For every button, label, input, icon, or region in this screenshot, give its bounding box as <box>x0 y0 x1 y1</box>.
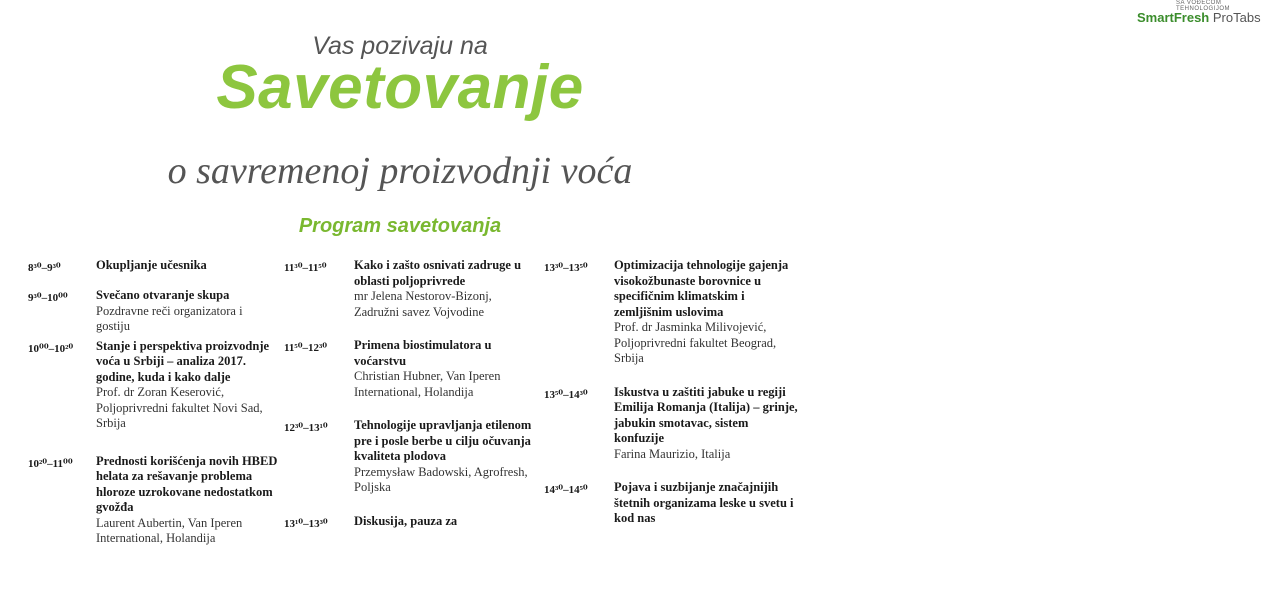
program-item <box>284 418 539 496</box>
logo-smartfresh: SmartFresh <box>1137 10 1210 25</box>
item-detail: Prof. dr Zoran Keserović, Poljoprivredni fakultet Novi Sad, Srbija <box>96 385 263 430</box>
program-item <box>284 338 539 400</box>
subtitle: o savremenoj proizvodnji voća <box>167 150 633 192</box>
sponsor-logo <box>560 0 1261 30</box>
program-item <box>544 480 800 527</box>
item-title: Diskusija, pauza za <box>354 513 458 528</box>
logo-protabs: ProTabs <box>1212 10 1261 25</box>
item-title: Svečano otvaranje skupa <box>96 288 230 302</box>
item-detail: Przemysław Badowski, Agrofresh, Poljska <box>354 464 528 494</box>
item-title: Prednosti korišćenja novih HBED helata za rešavanje problema hloroze uzrokovane nedostatkom gvožđa <box>96 453 278 514</box>
item-time: 8³⁰–9³⁰ <box>28 262 61 274</box>
program-heading: Program savetovanja <box>298 215 502 237</box>
item-time: 14³⁰–14⁵⁰ <box>544 484 588 496</box>
item-title: Pojava i suzbijanje značajnijih štetnih organizama leske u svetu i kod nas <box>614 480 794 525</box>
program-item <box>28 288 278 335</box>
program-column-2 <box>284 258 539 530</box>
item-title: Tehnologije upravljanja etilenom pre i posle berbe u cilju očuvanja kvaliteta plodova <box>354 418 532 463</box>
item-detail: Laurent Aubertin, Van Iperen International, Holandija <box>96 515 243 545</box>
item-time: 11³⁰–11⁵⁰ <box>284 262 327 274</box>
item-detail: Christian Hubner, Van Iperen International, Holandija <box>354 369 501 399</box>
program-item <box>284 514 539 530</box>
item-title: Kako i zašto osnivati zadruge u oblasti poljoprivrede <box>354 258 522 288</box>
item-time: 10²⁰–11⁰⁰ <box>28 457 73 470</box>
item-title: Iskustva u zaštiti jabuke u regiji Emilija Romanja (Italija) – grinje, jabukin smotavac, sistem konfuzije <box>614 384 798 445</box>
item-time: 13³⁰–13⁵⁰ <box>544 262 588 274</box>
program-item <box>544 385 800 463</box>
item-title: Okupljanje učesnika <box>96 258 207 272</box>
item-title: Stanje i perspektiva proizvodnje voća u Srbiji – analiza 2017. godine, kuda i kako dalje <box>96 338 270 384</box>
program-item <box>284 258 539 320</box>
invite-line: Vas pozivaju na <box>312 32 488 60</box>
program-column-1 <box>28 258 278 547</box>
item-detail: Prof. dr Jasminka Milivojević, Poljoprivredni fakultet Beograd, Srbija <box>614 320 777 365</box>
item-time: 12³⁰–13¹⁰ <box>284 422 328 434</box>
item-title: Optimizacija tehnologije gajenja visokožbunaste borovnice u specifičnim klimatskim i zemljišnim uslovima <box>614 258 789 319</box>
item-time: 13⁵⁰–14³⁰ <box>544 388 588 401</box>
item-detail: Farina Maurizio, Italija <box>614 446 731 461</box>
program-item <box>544 258 800 367</box>
program-item <box>28 454 278 547</box>
item-time: 11⁵⁰–12³⁰ <box>284 342 328 354</box>
item-title: Primena biostimulatora u voćarstvu <box>354 338 492 368</box>
program-column-3 <box>544 258 800 527</box>
item-time: 10⁰⁰–10²⁰ <box>28 342 74 355</box>
program-item <box>28 258 278 274</box>
item-time: 13¹⁰–13³⁰ <box>284 517 328 530</box>
program-item <box>28 339 278 432</box>
main-title: Savetovanje <box>216 53 584 122</box>
logo-brand <box>1137 10 1261 25</box>
item-detail: Pozdravne reči organizatora i gostiju <box>96 303 243 333</box>
item-time: 9³⁰–10⁰⁰ <box>28 292 68 304</box>
item-detail: mr Jelena Nestorov-Bizonj, Zadružni savez Vojvodine <box>354 289 492 319</box>
logo-tagline: SA VOĐECOM TEHNOLOGIJOM <box>1176 0 1231 12</box>
